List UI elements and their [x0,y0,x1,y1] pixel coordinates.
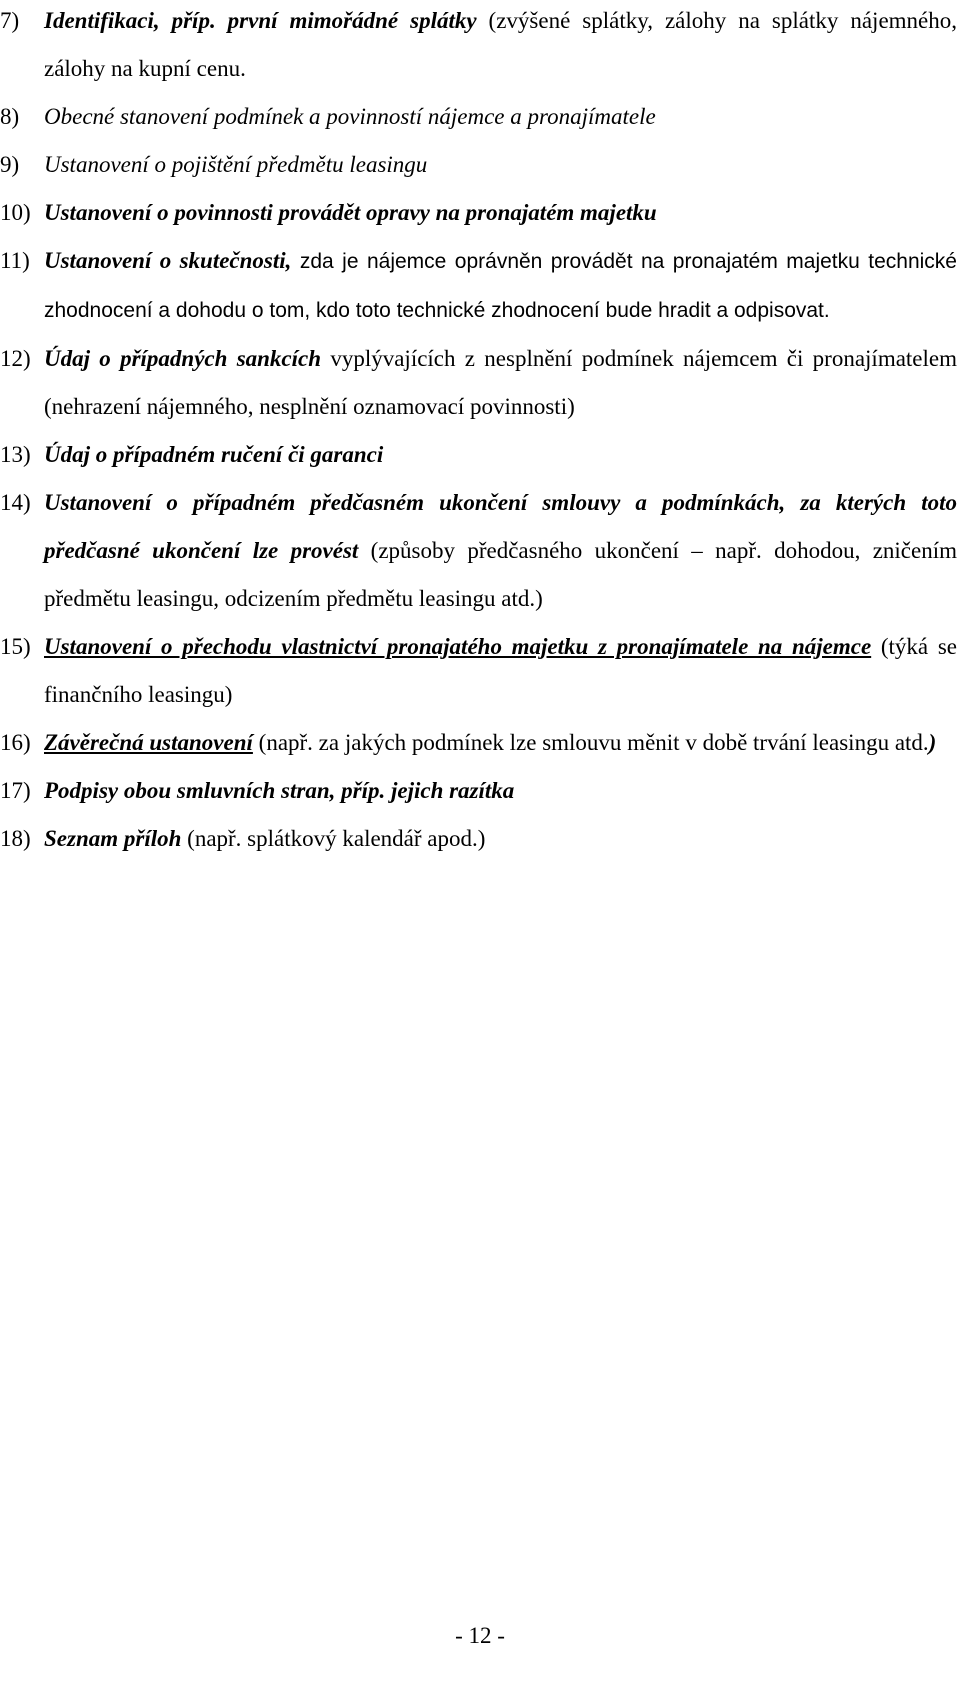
item-heading: Ustanovení o případném předčasném ukončení smlouvy a podmínkách, za kterých toto předčasné ukončení lze provést [44,490,957,563]
item-heading: Ustanovení o skutečnosti, [44,248,292,273]
list-item [0,93,960,141]
item-text: (např. za jakých podmínek lze smlouvu měnit v době trvání leasingu atd. [252,730,929,755]
item-number: 12) [0,346,31,371]
item-tail: ) [928,730,937,755]
list-item [0,719,960,767]
list-item [0,431,960,479]
list-item [0,189,960,237]
list-item [0,623,960,719]
list-item [0,335,960,431]
item-heading: Obecné stanovení podmínek a povinností nájemce a pronajímatele [44,104,656,129]
list-item [0,815,960,863]
item-text: (způsoby předčasného ukončení – např. dohodou, zničením předmětu leasingu, odcizením předmětu leasingu atd.) [44,538,957,611]
list-item [0,141,960,189]
list-item [0,237,960,335]
item-number: 9) [0,152,20,177]
item-number: 7) [0,8,20,33]
item-text: (např. splátkový kalendář apod.) [181,826,486,851]
item-heading: Seznam příloh [44,826,182,851]
item-heading: Údaj o případném ručení či garanci [44,442,384,467]
item-number: 8) [0,104,20,129]
item-heading: Identifikaci, příp. první mimořádné splátky [44,8,477,33]
page-number: - 12 - [455,1623,505,1648]
item-number: 18) [0,826,31,851]
item-number: 13) [0,442,31,467]
list-item [0,479,960,623]
item-heading: Závěrečná ustanovení [44,730,253,755]
item-heading: Údaj o případných sankcích [44,346,322,371]
item-heading: Ustanovení o přechodu vlastnictví pronajatého majetku z pronajímatele na nájemce [44,634,872,659]
list-item [0,767,960,815]
item-heading: Ustanovení o pojištění předmětu leasingu [44,152,428,177]
item-number: 10) [0,200,31,225]
item-number: 16) [0,730,31,755]
item-number: 11) [0,248,30,273]
list-item [0,0,960,93]
item-text: (týká se finančního leasingu) [44,634,957,707]
item-text: vyplývajících z nesplnění podmínek nájemcem či pronajímatelem (nehrazení nájemného, nesplnění oznamovací povinnosti) [44,346,958,419]
item-heading: Podpisy obou smluvních stran, příp. jejich razítka [44,778,515,803]
item-number: 14) [0,490,31,515]
item-number: 15) [0,634,31,659]
item-number: 17) [0,778,31,803]
item-text: zda je nájemce oprávněn provádět na pronajatém majetku technické zhodnocení a dohodu o tom, kdo toto technické zhodnocení bude hradit a odpisovat. [44,250,957,322]
item-text: (zvýšené splátky, zálohy na splátky nájemného, zálohy na kupní cenu. [44,8,958,81]
item-heading: Ustanovení o povinnosti provádět opravy na pronajatém majetku [44,200,657,225]
